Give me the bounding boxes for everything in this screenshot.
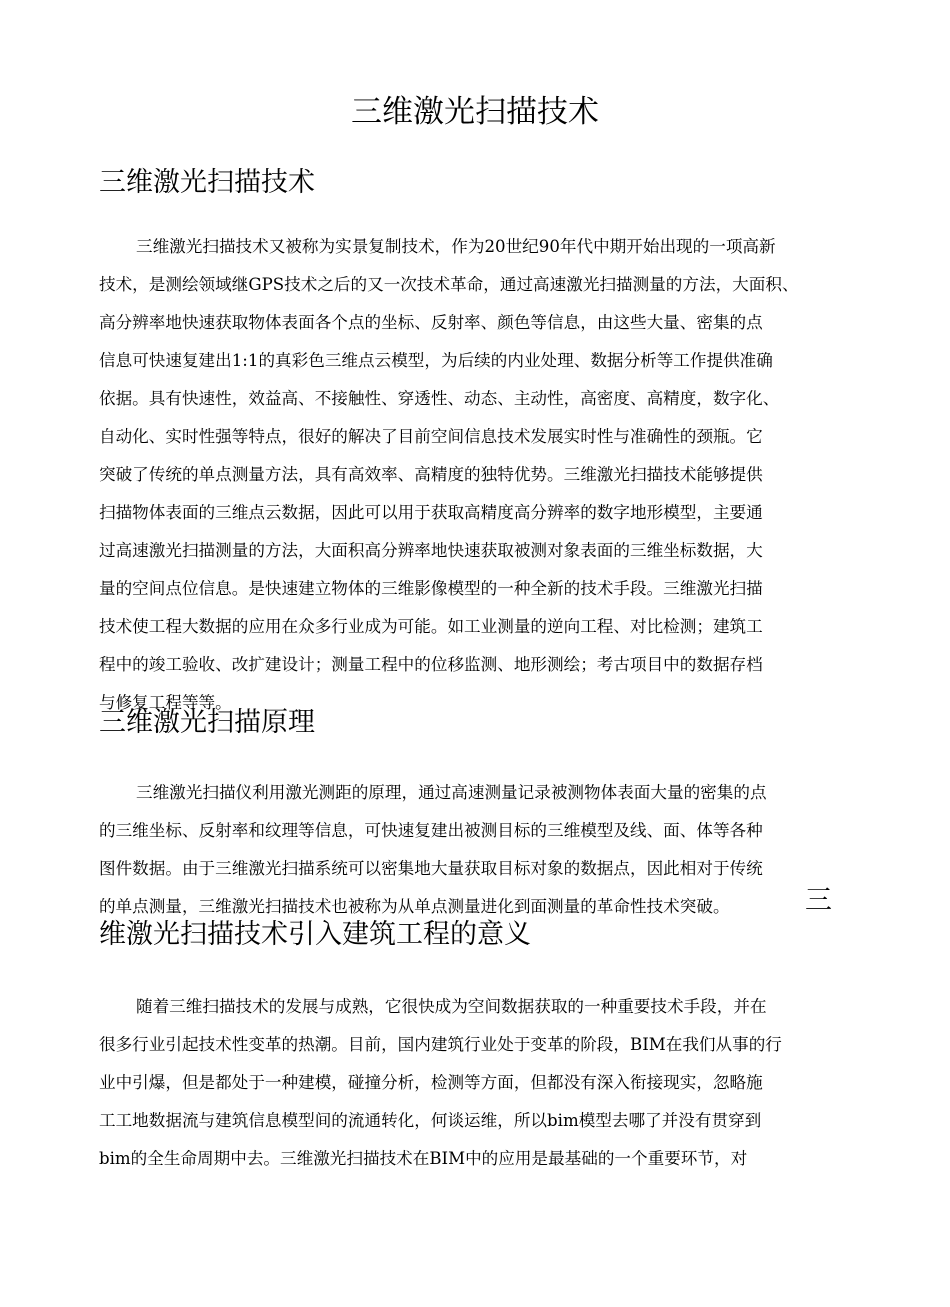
section-heading-significance: 维激光扫描技术引入建筑工程的意义 bbox=[99, 919, 531, 950]
paragraph-line: 自动化、实时性强等特点，很好的解决了目前空间信息技术发展实时性与准确性的颈瓶。它 bbox=[99, 427, 763, 446]
paragraph-line: 扫描物体表面的三维点云数据，因此可以用于获取高精度高分辨率的数字地形模型，主要通 bbox=[99, 503, 763, 522]
paragraph-line: 技术使工程大数据的应用在众多行业成为可能。如工业测量的逆向工程、对比检测；建筑工 bbox=[99, 617, 763, 636]
paragraph-line: 信息可快速复建出1:1的真彩色三维点云模型，为后续的内业处理、数据分析等工作提供准确 bbox=[99, 351, 773, 370]
paragraph-line: 量的空间点位信息。是快速建立物体的三维影像模型的一种全新的技术手段。三维激光扫描 bbox=[99, 579, 763, 598]
section-heading-principle: 三维激光扫描原理 bbox=[99, 707, 315, 738]
paragraph-line: 过高速激光扫描测量的方法，大面积高分辨率地快速获取被测对象表面的三维坐标数据，大 bbox=[99, 541, 763, 560]
paragraph-line: 高分辨率地快速获取物体表面各个点的坐标、反射率、颜色等信息，由这些大量、密集的点 bbox=[99, 313, 763, 332]
paragraph-line: 工工地数据流与建筑信息模型间的流通转化，何谈运维，所以bim模型去哪了并没有贯穿到 bbox=[99, 1111, 762, 1130]
paragraph-line: 图件数据。由于三维激光扫描系统可以密集地大量获取目标对象的数据点，因此相对于传统 bbox=[99, 859, 763, 878]
paragraph-line: 三维激光扫描技术又被称为实景复制技术，作为20世纪90年代中期开始出现的一项高新 bbox=[136, 237, 776, 256]
paragraph-line: bim的全生命周期中去。三维激光扫描技术在BIM中的应用是最基础的一个重要环节，对 bbox=[99, 1149, 748, 1168]
paragraph-line: 业中引爆，但是都处于一种建模，碰撞分析，检测等方面，但都没有深入衔接现实，忽略施 bbox=[99, 1073, 763, 1092]
paragraph-line: 依据。具有快速性，效益高、不接触性、穿透性、动态、主动性，高密度、高精度，数字化、 bbox=[99, 389, 780, 408]
paragraph-line: 随着三维扫描技术的发展与成熟，它很快成为空间数据获取的一种重要技术手段，并在 bbox=[136, 997, 767, 1016]
paragraph-line: 技术，是测绘领域继GPS技术之后的又一次技术革命，通过高速激光扫描测量的方法，大面积、 bbox=[99, 275, 799, 294]
paragraph-line: 很多行业引起技术性变革的热潮。目前，国内建筑行业处于变革的阶段，BIM在我们从事的行 bbox=[99, 1035, 782, 1054]
paragraph-line: 突破了传统的单点测量方法，具有高效率、高精度的独特优势。三维激光扫描技术能够提供 bbox=[99, 465, 763, 484]
document-title: 三维激光扫描技术 bbox=[351, 94, 599, 130]
section-heading-overview: 三维激光扫描技术 bbox=[99, 167, 315, 198]
paragraph-line: 的单点测量，三维激光扫描技术也被称为从单点测量进化到面测量的革命性技术突破。 bbox=[99, 897, 730, 916]
paragraph-line: 的三维坐标、反射率和纹理等信息，可快速复建出被测目标的三维模型及线、面、体等各种 bbox=[99, 821, 763, 840]
paragraph-line: 三维激光扫描仪利用激光测距的原理，通过高速测量记录被测物体表面大量的密集的点 bbox=[136, 783, 767, 802]
paragraph-line: 与修复工程等等。 bbox=[99, 693, 232, 712]
section-heading-significance-start: 三 bbox=[805, 885, 832, 916]
paragraph-line: 程中的竣工验收、改扩建设计；测量工程中的位移监测、地形测绘；考古项目中的数据存档 bbox=[99, 655, 763, 674]
